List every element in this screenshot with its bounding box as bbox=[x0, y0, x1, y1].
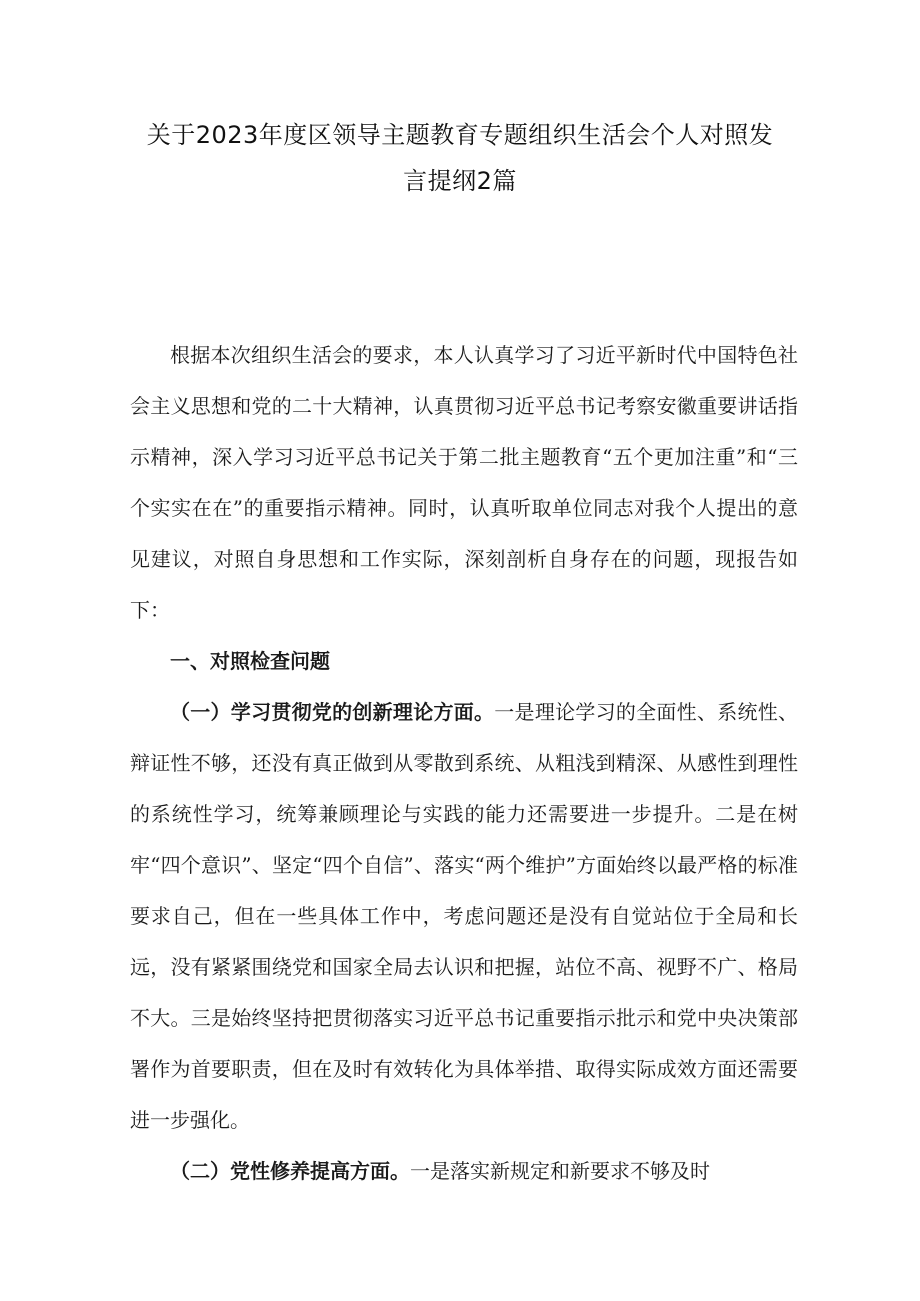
subsection-label-1: （一）学习贯彻党的创新理论方面。 bbox=[170, 700, 495, 724]
subsection-text-1: 一是理论学习的全面性、系统性、辩证性不够，还没有真正做到从零散到系统、从粗浅到精深、从感性到理性的系统性学习，统筹兼顾理论与实践的能力还需要进一步提升。二是在树牢“四个意识”、坚定“四个自信”、落实“两个维护”方面始终以最严格的标准要求自己，但在一些具体工作中，考虑问题还是没有自觉站位于全局和长远，没有紧紧围绕党和国家全局去认识和把握，站位不高、视野不广、格局不大。三是始终坚持把贯彻落实习近平总书记重要指示批示和党中央决策部署作为首要职责，但在及时有效转化为具体举措、取得实际成效方面还需要进一步强化。 bbox=[130, 700, 799, 1132]
subsection-paragraph-1 bbox=[130, 687, 798, 1146]
document-title-line-2: 言提纲2篇 bbox=[403, 167, 517, 195]
intro-paragraph: 根据本次组织生活会的要求，本人认真学习了习近平新时代中国特色社会主义思想和党的二十大精神，认真贯彻习近平总书记考察安徽重要讲话指示精神，深入学习习近平总书记关于第二批主题教育“五个更加注重”和“三个实实在在”的重要指示精神。同时，认真听取单位同志对我个人提出的意见建议，对照自身思想和工作实际，深刻剖析自身存在的问题，现报告如下： bbox=[130, 343, 798, 622]
subsection-label-2: （二）党性修养提高方面。 bbox=[170, 1159, 410, 1183]
subsection-text-2: 一是落实新规定和新要求不够及时 bbox=[410, 1159, 710, 1183]
document-body bbox=[130, 330, 798, 1197]
document-title bbox=[120, 112, 800, 204]
section-heading-1: 一、对照检查问题 bbox=[170, 649, 330, 673]
document-title-line-1: 关于2023年度区领导主题教育专题组织生活会个人对照发 bbox=[146, 121, 774, 149]
subsection-paragraph-2 bbox=[130, 1146, 798, 1197]
